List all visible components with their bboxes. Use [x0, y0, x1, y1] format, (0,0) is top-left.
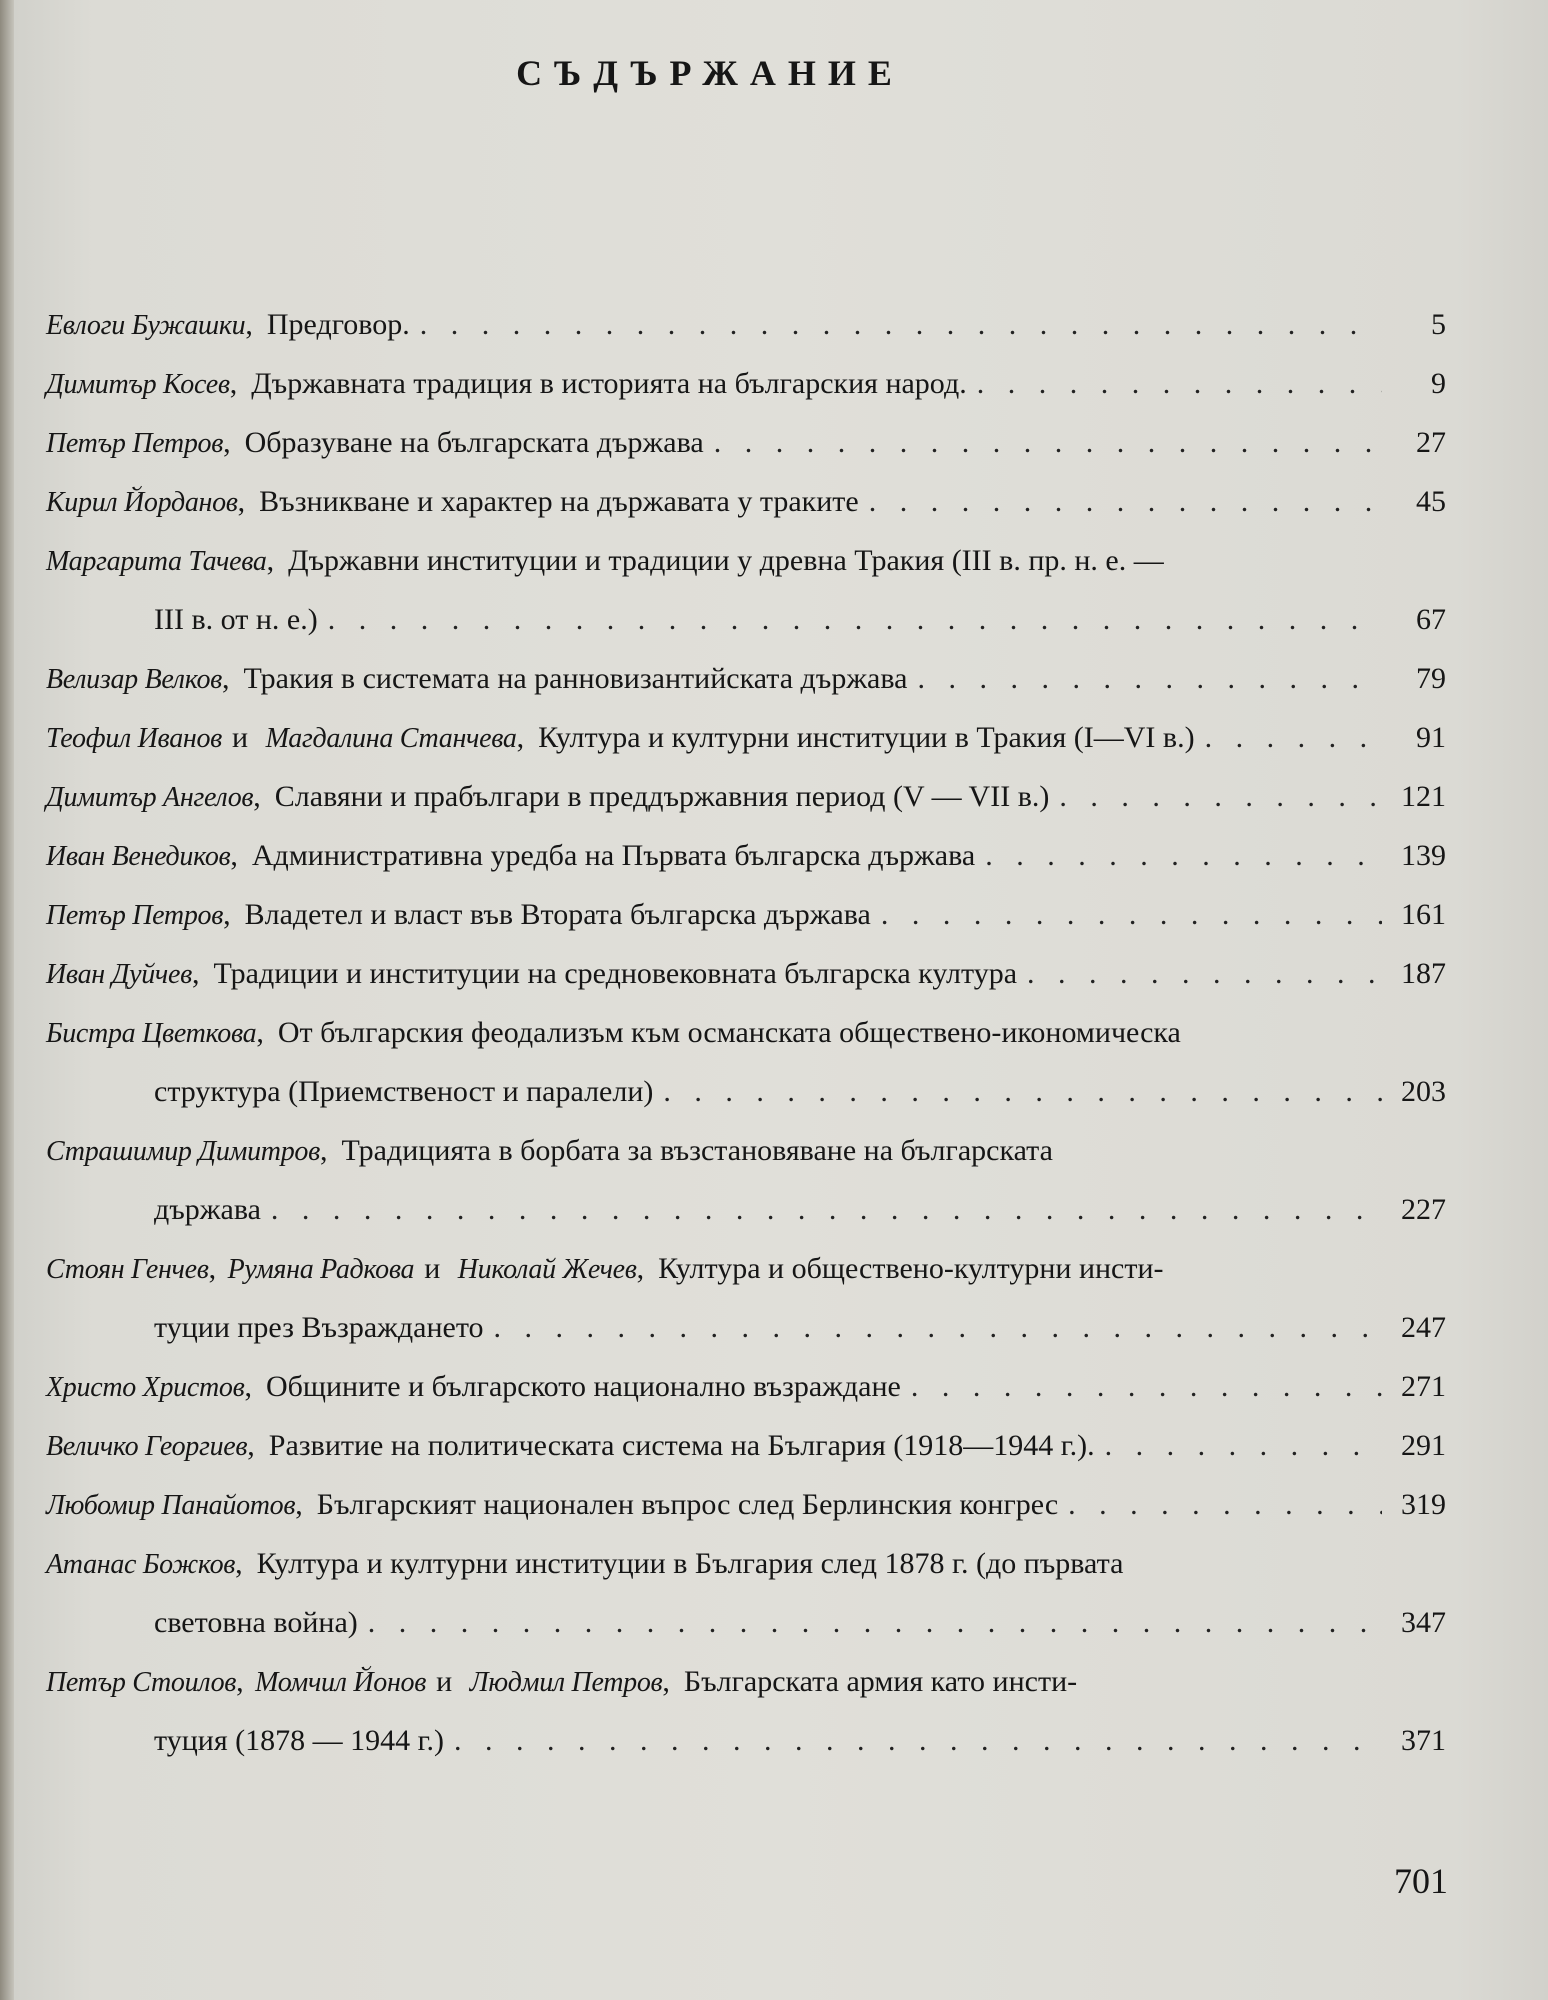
toc-page-number: 139: [1401, 839, 1446, 872]
toc-title: държава: [154, 1193, 261, 1226]
toc-author: Величко Георгиев: [46, 1431, 248, 1462]
toc-title: Административна уредба на Първата българска държава: [251, 839, 976, 872]
dot-leader: [368, 1606, 1382, 1640]
dot-leader: [911, 1370, 1382, 1404]
toc-author: Иван Венедиков: [46, 841, 231, 872]
author-comma: ,: [237, 485, 246, 518]
toc-title: Владетел и власт във Втората българска държава: [244, 898, 871, 931]
toc-author: Любомир Панайотов: [46, 1490, 296, 1521]
toc-author: Петър Петров: [46, 428, 224, 459]
toc-author: Кирил Йорданов: [46, 487, 238, 518]
author-comma: ,: [191, 957, 200, 990]
toc-title: Българската армия като инсти-: [683, 1665, 1078, 1698]
toc-author: Николай Жечев: [457, 1254, 637, 1285]
dot-leader: [1105, 1429, 1382, 1463]
toc-author: Стоян Генчев: [46, 1254, 209, 1285]
toc-entry-line: [46, 721, 1446, 780]
toc-title: Държавната традиция в историята на българския народ.: [251, 367, 967, 400]
dot-leader: [663, 1075, 1382, 1109]
author-comma: ,: [235, 1547, 243, 1580]
toc-entry-continuation: [46, 603, 1446, 662]
author-comma: ,: [516, 721, 525, 754]
author-separator: и: [232, 721, 249, 754]
toc-author: Димитър Ангелов: [46, 782, 254, 813]
toc-entry: [46, 662, 1446, 721]
dot-leader: [420, 308, 1382, 342]
author-comma: ,: [256, 1016, 264, 1049]
toc-entry-line: [46, 426, 1446, 485]
toc-title: Държавни институции и традиции у древна Тракия (III в. пр. н. е. —: [288, 544, 1164, 577]
author-comma: ,: [662, 1665, 670, 1698]
toc-entry-continuation: [46, 1193, 1446, 1252]
author-comma: ,: [253, 780, 261, 813]
toc-entry-line: [46, 1488, 1446, 1547]
toc-title: структура (Приемственост и паралели): [154, 1075, 654, 1108]
toc-entry: [46, 898, 1446, 957]
toc-author: Петър Стоилов: [46, 1667, 237, 1698]
toc-author: Евлоги Бужашки: [46, 310, 246, 341]
toc-entry: [46, 1547, 1446, 1665]
table-of-contents: [46, 308, 1446, 1783]
toc-title: Общините и българското национално възраждане: [265, 1370, 901, 1403]
toc-entry-continuation: [46, 1075, 1446, 1134]
toc-title: Славяни и прабългари в преддържавния период (V — VII в.): [274, 780, 1050, 813]
dot-leader: [1027, 957, 1382, 991]
dot-leader: [494, 1311, 1382, 1345]
toc-entry-line: [46, 1252, 1446, 1311]
toc-entry-continuation: [46, 1724, 1446, 1783]
toc-entry: [46, 780, 1446, 839]
toc-title: Традиции и институции на средновековната българска култура: [213, 957, 1018, 990]
author-comma: ,: [636, 1252, 645, 1285]
dot-leader: [454, 1724, 1382, 1758]
author-comma: ,: [230, 839, 238, 872]
toc-entry-line: [46, 780, 1446, 839]
toc-entry: [46, 1252, 1446, 1370]
author-comma: ,: [223, 426, 231, 459]
author-comma: ,: [247, 1429, 255, 1462]
toc-entry-line: [46, 1665, 1446, 1724]
dot-leader: [271, 1193, 1382, 1227]
toc-entry-line: [46, 544, 1446, 603]
toc-page-number: 121: [1401, 780, 1446, 813]
author-comma: ,: [222, 662, 230, 695]
toc-entry: [46, 308, 1446, 367]
toc-title: Образуване на българската държава: [244, 426, 704, 459]
toc-entry: [46, 544, 1446, 662]
toc-title: световна война): [154, 1606, 358, 1639]
toc-entry-line: [46, 367, 1446, 426]
toc-author: Христо Христов: [46, 1372, 245, 1403]
toc-entry: [46, 1016, 1446, 1134]
toc-entry: [46, 426, 1446, 485]
toc-author: Людмил Петров: [469, 1667, 663, 1698]
toc-title: туция (1878 — 1944 г.): [154, 1724, 445, 1757]
toc-page-number: 27: [1416, 426, 1446, 459]
dot-leader: [881, 898, 1382, 932]
dot-leader: [1205, 721, 1382, 755]
toc-page-number: 227: [1401, 1193, 1446, 1226]
toc-entry-continuation: [46, 1606, 1446, 1665]
toc-entry-line: [46, 1429, 1446, 1488]
toc-title: туции през Възраждането: [154, 1311, 484, 1344]
toc-page-number: 91: [1416, 721, 1446, 754]
dot-leader: [977, 367, 1382, 401]
toc-entry-line: [46, 898, 1446, 957]
dot-leader: [869, 485, 1382, 519]
toc-page-number: 247: [1401, 1311, 1446, 1344]
dot-leader: [917, 662, 1382, 696]
toc-entry: [46, 721, 1446, 780]
toc-entry: [46, 1488, 1446, 1547]
toc-page-number: 319: [1401, 1488, 1446, 1521]
toc-entry-line: [46, 1547, 1446, 1606]
dot-leader: [714, 426, 1382, 460]
toc-entry: [46, 1665, 1446, 1783]
toc-author: Иван Дуйчев: [46, 959, 192, 990]
author-separator: ,: [236, 1665, 244, 1698]
toc-entry-continuation: [46, 1311, 1446, 1370]
toc-title: Възникване и характер на държавата у траките: [259, 485, 859, 518]
toc-title: От българския феодализъм към османската обществено-икономическа: [277, 1016, 1181, 1049]
author-comma: ,: [229, 367, 238, 400]
author-comma: ,: [245, 308, 253, 341]
toc-author: Магдалина Станчева: [265, 723, 517, 754]
toc-page-number: 5: [1431, 308, 1446, 341]
toc-entry: [46, 839, 1446, 898]
toc-page-number: 271: [1401, 1370, 1446, 1403]
toc-author: Бистра Цветкова: [46, 1018, 257, 1049]
toc-author: Велизар Велков: [46, 664, 222, 695]
toc-title: Тракия в системата на ранновизантийската държава: [243, 662, 908, 695]
toc-page-number: 67: [1416, 603, 1446, 636]
page-title: СЪДЪРЖАНИЕ: [516, 53, 904, 93]
toc-entry: [46, 367, 1446, 426]
toc-entry: [46, 1134, 1446, 1252]
toc-title: Култура и обществено-културни инсти-: [658, 1252, 1164, 1285]
author-separator: ,: [208, 1252, 217, 1285]
toc-author: Момчил Йонов: [255, 1667, 427, 1698]
toc-page-number: 371: [1401, 1724, 1446, 1757]
toc-page-number: 9: [1431, 367, 1446, 400]
toc-author: Теофил Иванов: [46, 723, 223, 754]
toc-title: Предговор.: [266, 308, 410, 341]
toc-page-number: 347: [1401, 1606, 1446, 1639]
toc-entry: [46, 1429, 1446, 1488]
toc-page-number: 291: [1401, 1429, 1446, 1462]
toc-page-number: 161: [1401, 898, 1446, 931]
toc-title: Развитие на политическата система на България (1918—1944 г.).: [268, 1429, 1095, 1462]
author-comma: ,: [244, 1370, 252, 1403]
toc-author: Румяна Радкова: [227, 1254, 415, 1285]
toc-entry-line: [46, 1370, 1446, 1429]
toc-author: Петър Петров: [46, 900, 224, 931]
toc-title: Българският национален въпрос след Берлинския конгрес: [316, 1488, 1059, 1521]
toc-title: Традицията в борбата за възстановяване на българската: [341, 1134, 1053, 1167]
toc-entry-line: [46, 1016, 1446, 1075]
toc-title: Култура и културни институции в Тракия (I—VI в.): [538, 721, 1195, 754]
author-separator: и: [436, 1665, 453, 1698]
toc-page-number: 187: [1401, 957, 1446, 990]
book-spine-shadow: [0, 0, 14, 2000]
toc-entry-line: [46, 1134, 1446, 1193]
toc-entry-line: [46, 485, 1446, 544]
toc-entry: [46, 1370, 1446, 1429]
toc-title: III в. от н. е.): [154, 603, 318, 636]
author-comma: ,: [266, 544, 275, 577]
toc-entry-line: [46, 662, 1446, 721]
dot-leader: [1068, 1488, 1382, 1522]
toc-page-number: 45: [1416, 485, 1446, 518]
toc-entry-line: [46, 308, 1446, 367]
toc-author: Атанас Божков: [46, 1549, 236, 1580]
dot-leader: [1059, 780, 1382, 814]
toc-entry: [46, 485, 1446, 544]
toc-author: Маргарита Тачева: [46, 546, 267, 577]
dot-leader: [328, 603, 1382, 637]
author-comma: ,: [223, 898, 231, 931]
author-comma: ,: [319, 1134, 328, 1167]
toc-page-number: 79: [1416, 662, 1446, 695]
toc-author: Страшимир Димитров: [46, 1136, 320, 1167]
toc-page-number: 203: [1401, 1075, 1446, 1108]
author-separator: и: [424, 1252, 441, 1285]
toc-author: Димитър Косев: [46, 369, 230, 400]
page-number: 701: [1394, 1861, 1448, 1901]
toc-entry-line: [46, 839, 1446, 898]
toc-entry: [46, 957, 1446, 1016]
author-comma: ,: [295, 1488, 303, 1521]
toc-title: Култура и културни институции в България след 1878 г. (до първата: [256, 1547, 1124, 1580]
dot-leader: [985, 839, 1382, 873]
toc-entry-line: [46, 957, 1446, 1016]
